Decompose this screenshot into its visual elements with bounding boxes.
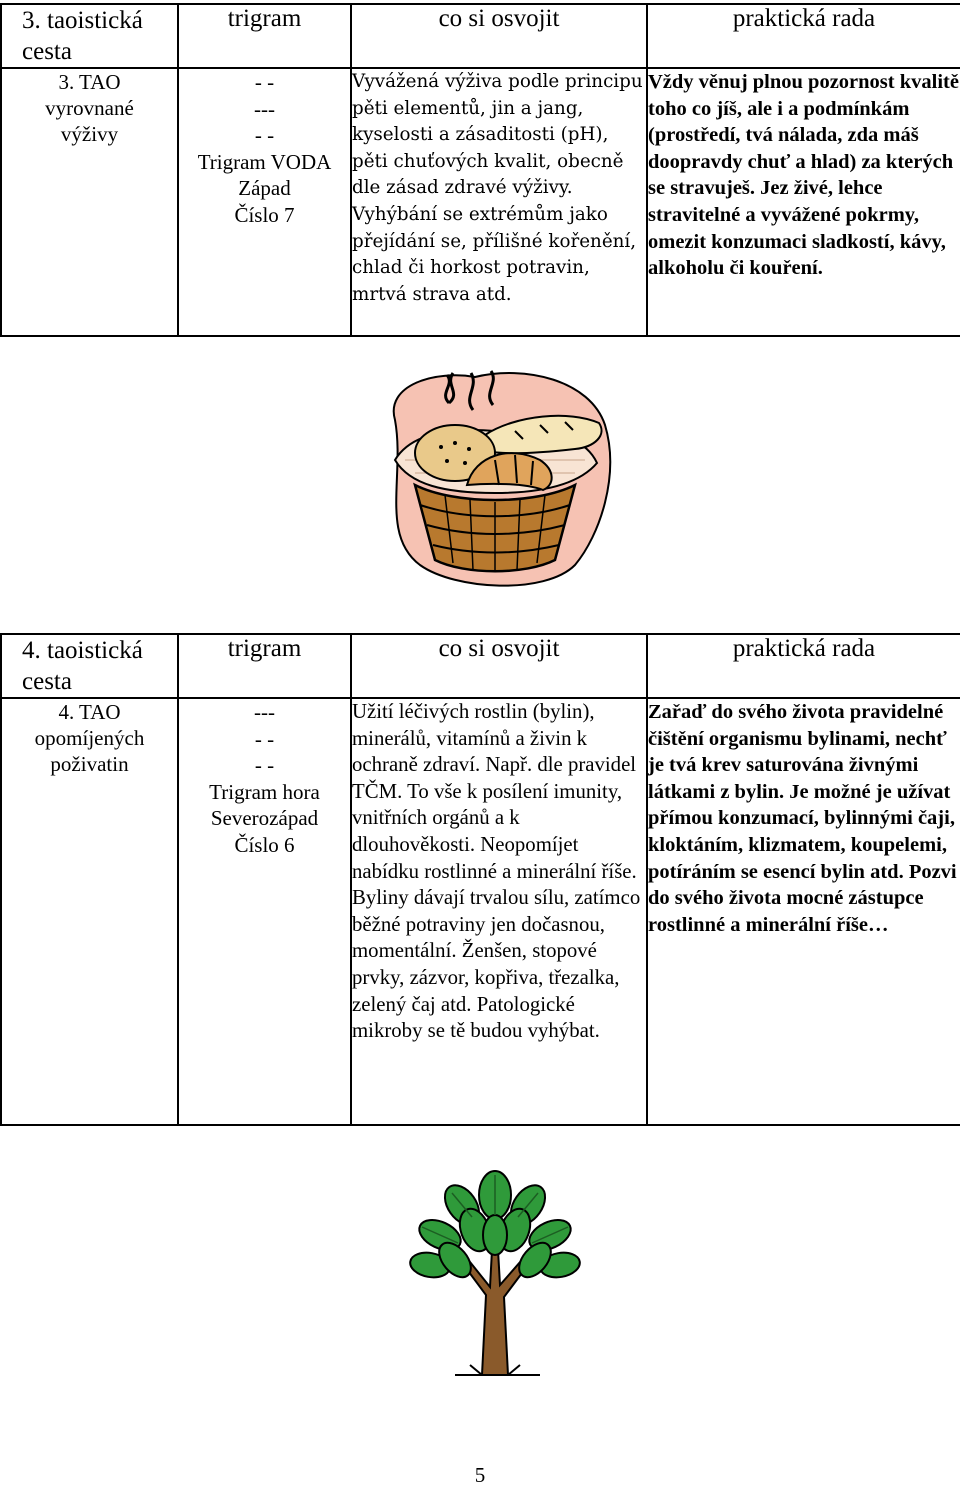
- tree-image: [400, 1165, 590, 1380]
- learn-cell: Vyvážená výživa podle principu pěti elementů, jin a jang, kyselosti a zásaditosti (pH), pěti chuťových kvalit, obecně dle zásad zdravé výživy. Vyhýbání se extrémům jako přejídání se, přílišné kořenění, chlad či horkost potravin, mrtvá strava atd.: [351, 68, 647, 336]
- tao-name: 3. TAO vyrovnané výživy: [45, 70, 134, 146]
- trigram-direction: Západ: [238, 176, 291, 200]
- column-header-trigram: trigram: [178, 634, 351, 698]
- table-row: [1, 698, 960, 1125]
- column-header-learn: co si osvojit: [351, 634, 647, 698]
- trigram-line: - -: [254, 753, 275, 777]
- advice-cell: Vždy věnuj plnou pozornost kvalitě toho co jíš, ale i a podmínkám (prostředí, tvá nálada, zda máš doopravdy chuť a hlad) za kterých se stravuješ. Jez živé, lehce stravitelné a vyvážené pokrmy, omezit konzumaci sladkostí, kávy, alkoholu či kouření.: [647, 68, 960, 336]
- learn-cell: Užití léčivých rostlin (bylin), minerálů, vitamínů a živin k ochraně zdraví. Např. dle pravidel TČM. To vše k posílení imunity, vnitřních orgánů a k dlouhověkosti. Neopomíjet nabídku rostlinné a minerální říše. Byliny dávají trvalou sílu, zatímco běžné potraviny jen dočasnou, momentální. Ženšen, stopové prvky, zázvor, kopřiva, třezalka, zelený čaj atd. Patologické mikroby se tě budou vyhýbat.: [351, 698, 647, 1125]
- column-header-advice: praktická rada: [647, 4, 960, 68]
- bread-basket-image: [375, 365, 615, 590]
- trigram-line: - -: [254, 123, 275, 147]
- advice-cell: Zařaď do svého života pravidelné čištění organismu bylinami, nechť je tvá krev saturována živnými látkami z bylin. Je možné je užívat přímou konzumací, bylinnými čaji, kloktáním, klizmatem, koupelemi, potíráním se esencí bylin atd. Pozvi do svého života mocné zástupce rostlinné a minerální říše…: [647, 698, 960, 1125]
- trigram-line: - -: [254, 726, 275, 751]
- trigram-name: Trigram hora: [209, 779, 320, 804]
- column-header-learn: co si osvojit: [351, 4, 647, 68]
- table-header-row: [1, 634, 960, 698]
- section-heading: 3. taoistická cesta: [1, 4, 178, 68]
- trigram-line: - -: [254, 70, 275, 94]
- column-header-trigram: trigram: [178, 4, 351, 68]
- column-header-advice: praktická rada: [647, 634, 960, 698]
- trigram-direction: Severozápad: [210, 806, 319, 830]
- table-row: [1, 68, 960, 336]
- trigram-line: ---: [254, 700, 275, 724]
- tao-table-4: [0, 633, 960, 1126]
- page-number: 5: [474, 1463, 486, 1487]
- trigram-name: Trigram VODA: [197, 149, 332, 174]
- tao-table-3: [0, 3, 960, 337]
- section-heading: 4. taoistická cesta: [1, 634, 178, 698]
- trigram-number: Číslo 7: [234, 202, 295, 227]
- tao-name: 4. TAO opomíjených poživatin: [34, 700, 145, 776]
- trigram-line: ---: [254, 96, 275, 121]
- table-header-row: [1, 4, 960, 68]
- trigram-number: Číslo 6: [234, 832, 295, 857]
